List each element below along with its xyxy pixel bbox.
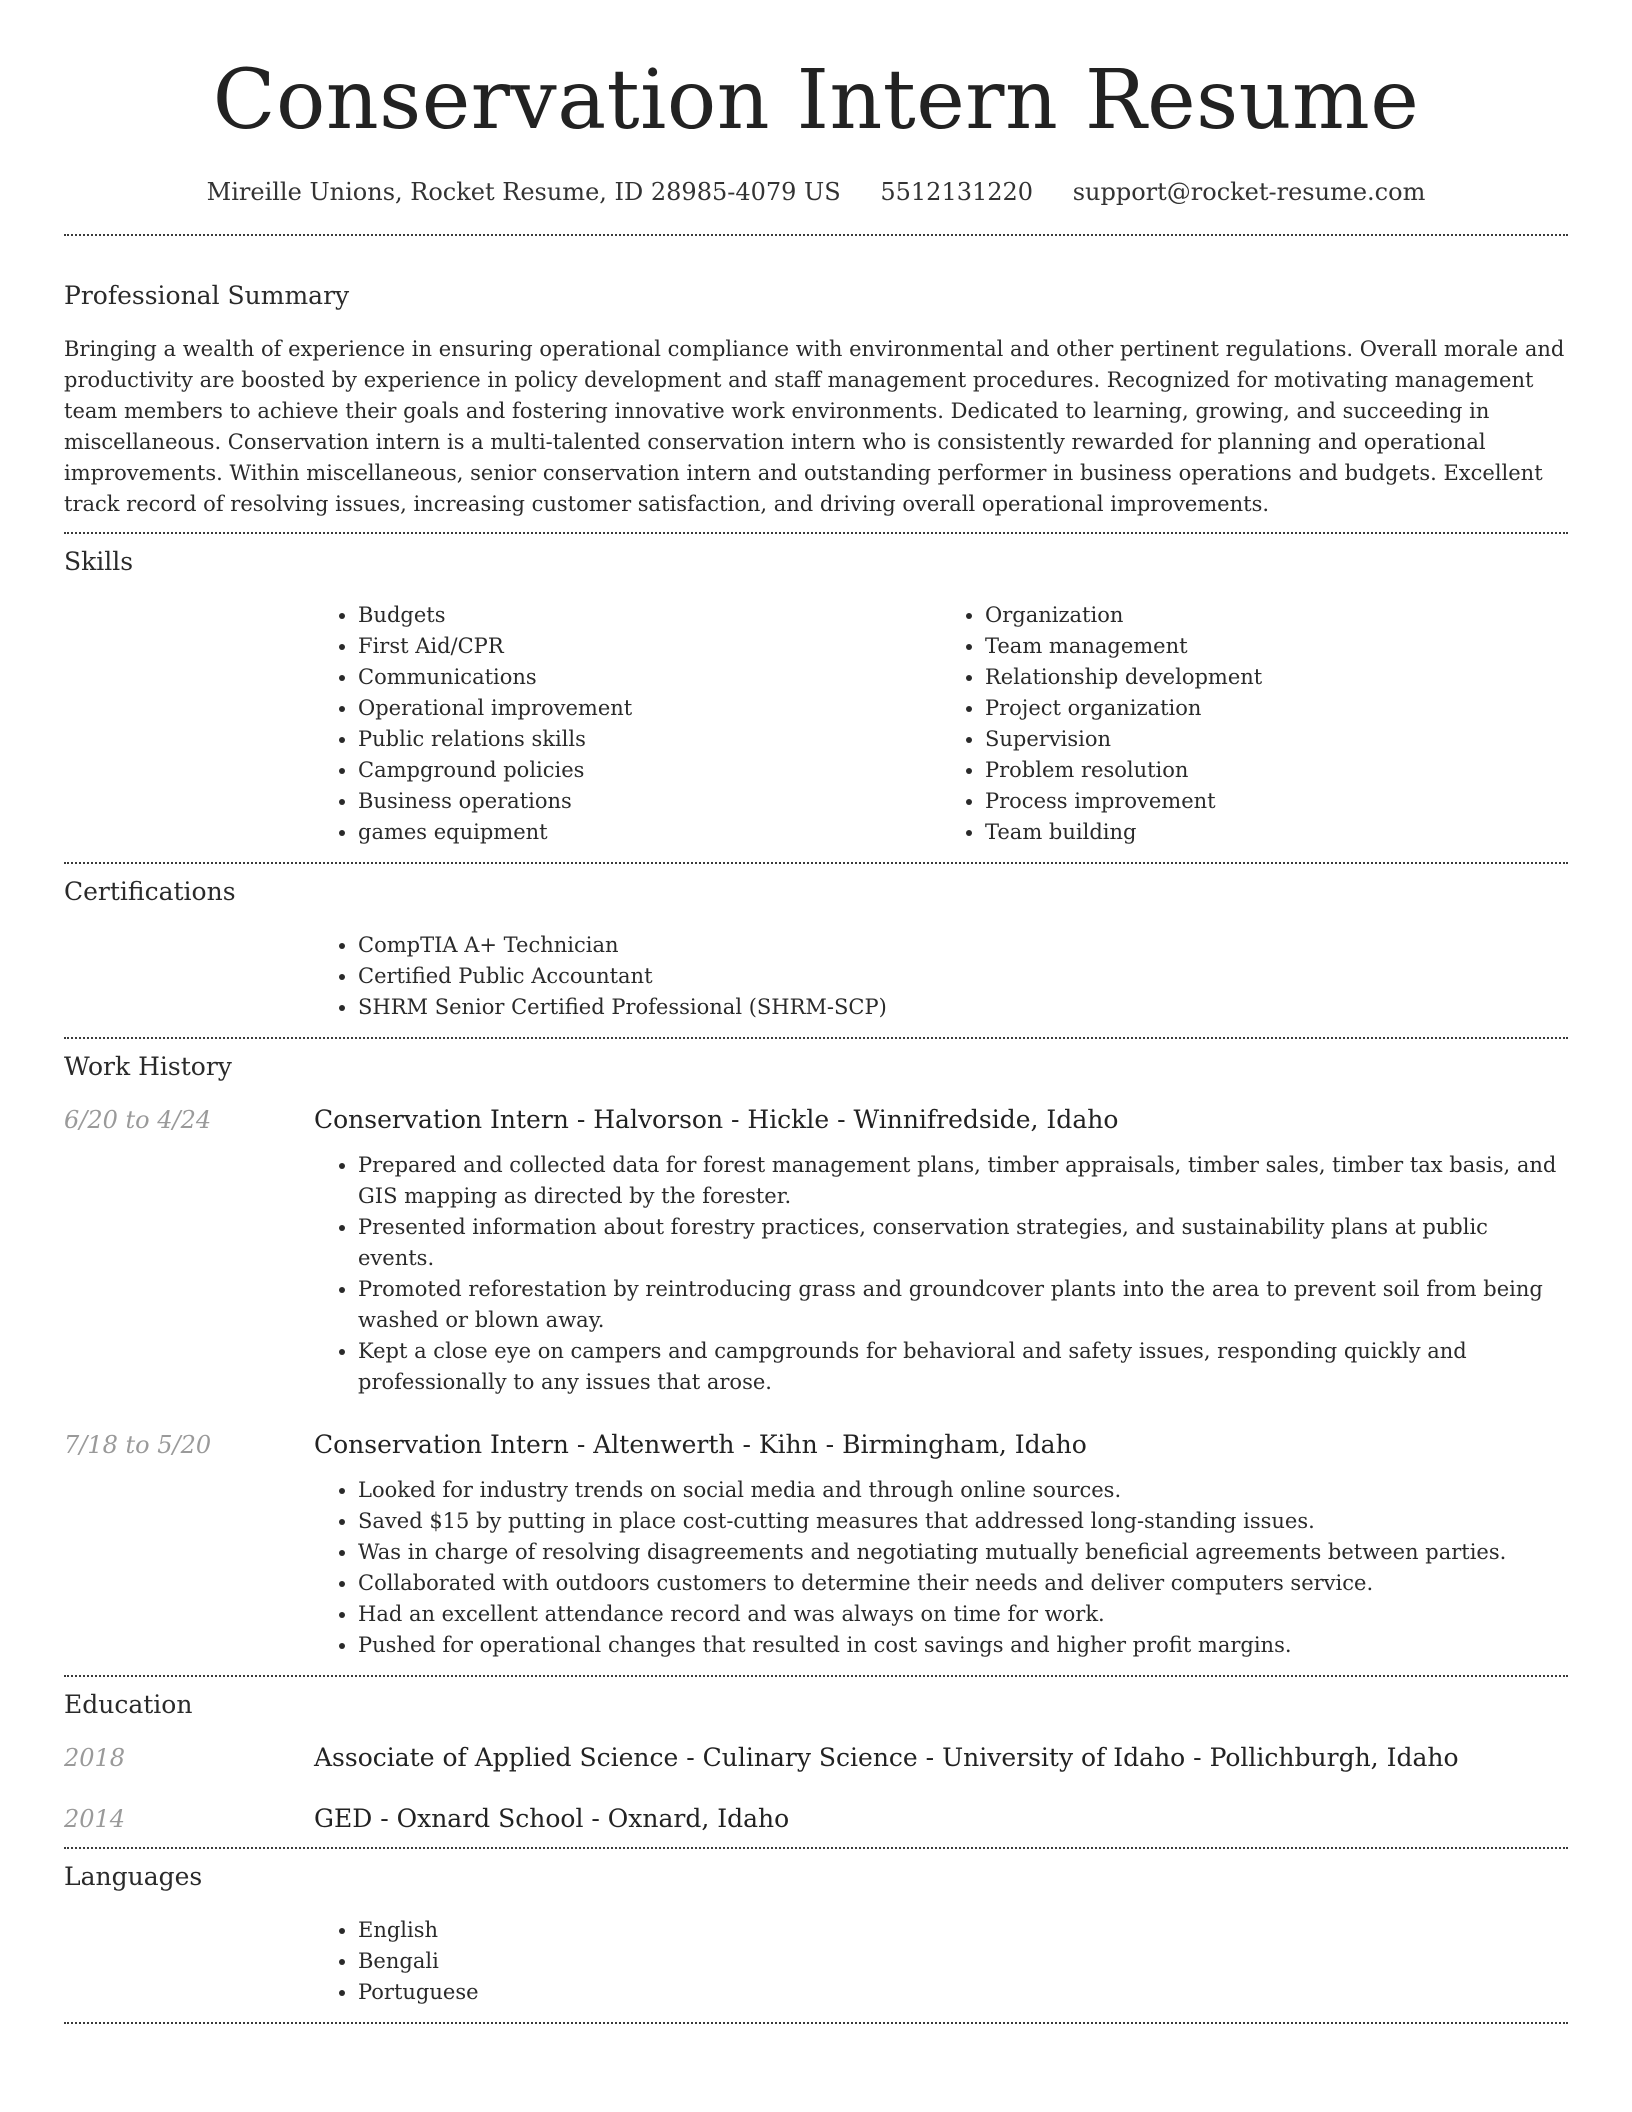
certification-item: • CompTIA A+ Technician — [358, 930, 1568, 961]
job-bullet: • Prepared and collected data for forest management plans, timber appraisals, timber sales, timber tax basis, and GIS mapping as directed by the forester. — [358, 1150, 1568, 1212]
divider — [64, 1675, 1568, 1677]
job-bullet: • Looked for industry trends on social media and through online sources. — [358, 1475, 1568, 1506]
skills-list-right — [941, 600, 1568, 848]
job-entry — [64, 1105, 1568, 1398]
work-section — [64, 1051, 1568, 1661]
job-header — [64, 1430, 1568, 1459]
skills-section — [64, 546, 1568, 848]
education-text: Associate of Applied Science - Culinary Science - University of Idaho - Pollichburgh, Idaho — [314, 1743, 1459, 1772]
contact-phone: 5512131220 — [880, 178, 1034, 206]
job-bullets — [314, 1150, 1568, 1398]
summary-text: Bringing a wealth of experience in ensuring operational compliance with environmental and other pertinent regulations. Overall morale and productivity are boosted by experience in policy development and staff management procedures. Recognized for motivating management team members to achieve their goals and fostering innovative work environments. Dedicated to learning, growing, and succeeding in miscellaneous. Conservation intern is a multi-talented conservation intern who is consistently rewarded for planning and operational improvements. Within miscellaneous, senior conservation intern and outstanding performer in business operations and budgets. Excellent track record of resolving issues, increasing customer satisfaction, and driving overall operational improvements. — [64, 337, 1565, 516]
skill-item: • Budgets — [358, 600, 941, 631]
certifications-section — [64, 876, 1568, 1023]
job-bullet: • Presented information about forestry practices, conservation strategies, and sustainability plans at public events. — [358, 1212, 1568, 1274]
summary-heading: Professional Summary — [64, 281, 350, 310]
certification-item: • SHRM Senior Certified Professional (SHRM-SCP) — [358, 992, 1568, 1023]
languages-list — [314, 1915, 1568, 2008]
job-title: Conservation Intern - Halvorson - Hickle - Winnifredside, Idaho — [314, 1105, 1119, 1134]
education-text: GED - Oxnard School - Oxnard, Idaho — [314, 1804, 790, 1833]
skill-item: • Public relations skills — [358, 724, 941, 755]
skill-item: • First Aid/CPR — [358, 631, 941, 662]
education-entry — [64, 1804, 1568, 1833]
job-bullet: • Pushed for operational changes that resulted in cost savings and higher profit margins. — [358, 1630, 1568, 1661]
languages-section — [64, 1861, 1568, 2008]
summary-section — [64, 280, 1568, 520]
certifications-list — [314, 930, 1568, 1023]
job-title: Conservation Intern - Altenwerth - Kihn - Birmingham, Idaho — [314, 1430, 1087, 1459]
skill-item: • Communications — [358, 662, 941, 693]
work-heading: Work History — [64, 1052, 232, 1081]
education-year: 2018 — [64, 1744, 126, 1772]
education-heading: Education — [64, 1690, 193, 1719]
skills-list-left — [314, 600, 941, 848]
language-item: • Portuguese — [358, 1977, 1568, 2008]
certifications-heading: Certifications — [64, 877, 236, 906]
skill-item: • Project organization — [985, 693, 1568, 724]
job-bullet: • Kept a close eye on campers and campgrounds for behavioral and safety issues, responding quickly and professionally to any issues that arose. — [358, 1336, 1568, 1398]
contact-email: support@rocket-resume.com — [1072, 178, 1426, 206]
job-bullet: • Promoted reforestation by reintroducing grass and groundcover plants into the area to prevent soil from being washed or blown away. — [358, 1274, 1568, 1336]
skill-item: • Process improvement — [985, 786, 1568, 817]
education-section — [64, 1689, 1568, 1833]
job-header — [64, 1105, 1568, 1134]
language-item: • Bengali — [358, 1946, 1568, 1977]
contact-address: Mireille Unions, Rocket Resume, ID 28985-4079 US — [206, 178, 841, 206]
skill-item: • Business operations — [358, 786, 941, 817]
divider — [64, 532, 1568, 534]
skill-item: • Problem resolution — [985, 755, 1568, 786]
skill-item: • Operational improvement — [358, 693, 941, 724]
skills-heading: Skills — [64, 547, 134, 576]
job-dates: 7/18 to 5/20 — [64, 1431, 212, 1459]
skill-item: • Supervision — [985, 724, 1568, 755]
certification-item: • Certified Public Accountant — [358, 961, 1568, 992]
skill-item: • games equipment — [358, 817, 941, 848]
divider — [64, 862, 1568, 864]
skills-grid — [314, 600, 1568, 848]
job-bullet: • Saved $15 by putting in place cost-cutting measures that addressed long-standing issues. — [358, 1506, 1568, 1537]
resume-page — [64, 0, 1568, 2024]
skill-item: • Campground policies — [358, 755, 941, 786]
skill-item: • Relationship development — [985, 662, 1568, 693]
divider — [64, 234, 1568, 236]
job-bullet: • Had an excellent attendance record and was always on time for work. — [358, 1599, 1568, 1630]
resume-title: Conservation Intern Resume — [212, 53, 1420, 148]
skill-item: • Team building — [985, 817, 1568, 848]
divider — [64, 1847, 1568, 1849]
languages-heading: Languages — [64, 1862, 203, 1891]
job-dates: 6/20 to 4/24 — [64, 1106, 212, 1134]
job-bullet: • Collaborated with outdoors customers to determine their needs and deliver computers service. — [358, 1568, 1568, 1599]
divider — [64, 2022, 1568, 2024]
skill-item: • Team management — [985, 631, 1568, 662]
education-entry — [64, 1743, 1568, 1772]
job-bullet: • Was in charge of resolving disagreements and negotiating mutually beneficial agreements between parties. — [358, 1537, 1568, 1568]
education-year: 2014 — [64, 1805, 126, 1833]
job-bullets — [314, 1475, 1568, 1661]
language-item: • English — [358, 1915, 1568, 1946]
job-entry — [64, 1430, 1568, 1661]
divider — [64, 1037, 1568, 1039]
skill-item: • Organization — [985, 600, 1568, 631]
contact-line — [64, 176, 1568, 208]
